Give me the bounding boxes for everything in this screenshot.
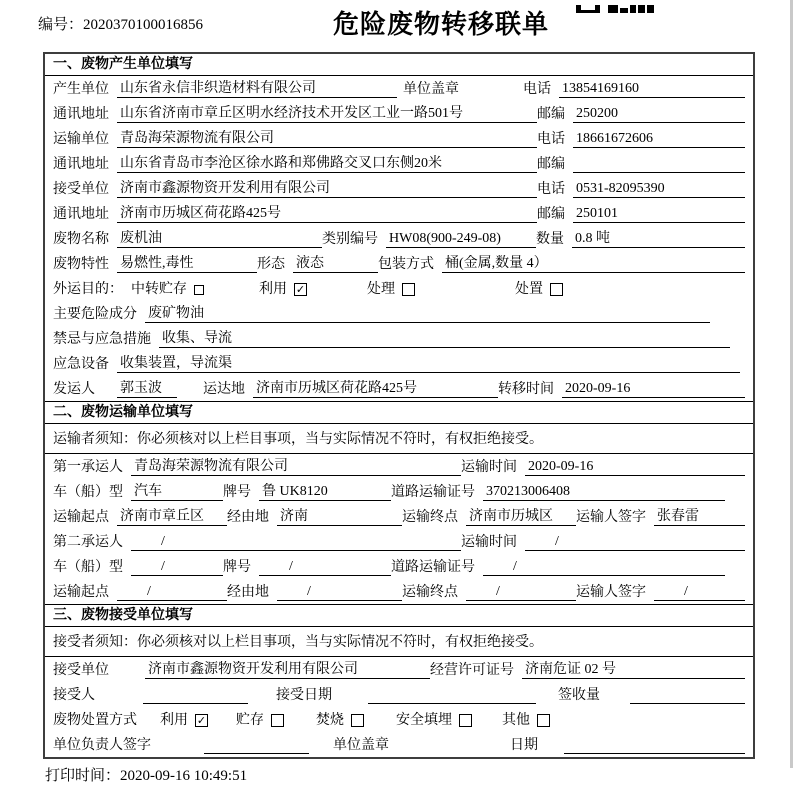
field-value: 2020-09-16 — [562, 380, 745, 398]
checkbox-label: 利用 — [259, 282, 287, 297]
form-row — [45, 657, 753, 682]
checkbox-label: 其他 — [502, 713, 530, 728]
form-row — [45, 326, 753, 351]
checkbox-unchecked-icon — [402, 283, 415, 296]
field-value: / — [131, 558, 223, 576]
checkbox-label: 焚烧 — [316, 713, 344, 728]
spacer — [145, 728, 160, 729]
field-value: 济南市历城区荷花路425号 — [253, 380, 498, 398]
field-label: 道路运输证号 — [391, 560, 475, 575]
checkbox-option — [259, 281, 307, 298]
field-label: 运输人签字 — [576, 585, 646, 600]
field-label: 道路运输证号 — [391, 485, 475, 500]
field-label: 运输终点 — [402, 510, 458, 525]
checkbox-option — [316, 712, 364, 729]
field-label: 运输时间 — [461, 535, 517, 550]
field-label: 运输终点 — [402, 585, 458, 600]
form-row — [45, 554, 753, 579]
form-row — [45, 579, 753, 604]
field-value: 18661672606 — [573, 130, 745, 148]
spacer — [284, 728, 316, 729]
field-value: HW08(900-249-08) — [386, 230, 536, 248]
field-value: / — [466, 583, 576, 601]
form-row — [45, 682, 753, 707]
spacer — [177, 397, 203, 398]
checkbox-unchecked-icon — [351, 714, 364, 727]
form-row — [45, 351, 753, 376]
field-label: 牌号 — [223, 485, 251, 500]
field-value: 0531-82095390 — [573, 180, 745, 198]
field-value — [630, 687, 745, 704]
form-row — [45, 126, 753, 151]
serial-label: 编号： — [38, 17, 84, 33]
spacer — [307, 297, 367, 298]
form-row — [45, 151, 753, 176]
field-label: 接受单位 — [53, 182, 109, 197]
field-value: 鲁 UK8120 — [259, 483, 391, 501]
field-value: 济南 — [277, 508, 402, 526]
form-section — [45, 54, 753, 401]
checkbox-label: 处理 — [367, 282, 395, 297]
checkbox-option — [515, 281, 563, 298]
form-row — [45, 376, 753, 401]
field-label: 签收量 — [558, 688, 600, 703]
spacer — [472, 728, 502, 729]
field-label: 废物处置方式 — [53, 713, 137, 728]
field-value: / — [654, 583, 745, 601]
field-label: 车（船）型 — [53, 560, 123, 575]
field-label: 经由地 — [227, 510, 269, 525]
field-label: 电话 — [537, 182, 565, 197]
field-value: / — [117, 583, 227, 601]
field-value: 桶(金属,数量 4） — [442, 255, 745, 273]
checkbox-unchecked-icon — [537, 714, 550, 727]
field-label: 转移时间 — [498, 382, 554, 397]
form-row — [45, 479, 753, 504]
spacer — [204, 297, 259, 298]
spacer — [248, 703, 276, 704]
form-row — [45, 454, 753, 479]
field-label: 接受单位 — [53, 663, 109, 678]
field-label: 通讯地址 — [53, 207, 109, 222]
spacer — [340, 703, 368, 704]
form-section — [45, 604, 753, 757]
field-label: 运达地 — [203, 382, 245, 397]
checkbox-unchecked-icon — [550, 283, 563, 296]
field-value: 山东省青岛市李沧区徐水路和郑佛路交叉口东侧20米 — [117, 155, 537, 173]
field-label: 包装方式 — [378, 257, 434, 272]
field-value: 济南市历城区 — [466, 508, 576, 526]
field-label: 电话 — [537, 132, 565, 147]
section-title: 二、废物运输单位填写 — [45, 401, 753, 424]
serial-number — [38, 13, 203, 34]
spacer — [103, 397, 117, 398]
form-section — [45, 401, 753, 604]
serial-value: 2020370100016856 — [83, 17, 204, 33]
section-notice: 接受者须知：你必须核对以上栏目事项，当与实际情况不符时，有权拒绝接受。 — [45, 627, 753, 657]
field-label: 电话 — [523, 82, 551, 97]
checkbox-unchecked-icon — [271, 714, 284, 727]
field-label: 运输时间 — [461, 460, 517, 475]
checkbox-checked-icon: ✓ — [196, 714, 207, 727]
form-row — [45, 76, 753, 101]
field-label: 发运人 — [53, 382, 95, 397]
field-label: 数量 — [536, 232, 564, 247]
spacer — [415, 297, 515, 298]
checkbox-option — [396, 712, 472, 729]
spacer — [395, 753, 510, 754]
spacer — [103, 703, 143, 704]
checkbox-label: 贮存 — [236, 713, 264, 728]
field-value: 济南市章丘区 — [117, 508, 227, 526]
field-label: 运输起点 — [53, 585, 109, 600]
checkbox-checked-icon: ✓ — [295, 283, 306, 296]
field-value: 液态 — [293, 255, 378, 273]
field-value: 250200 — [573, 105, 745, 123]
field-value: 山东省济南市章丘区明水经济技术开发区工业一路501号 — [117, 105, 537, 123]
field-value: / — [277, 583, 402, 601]
checkbox-label: 处置 — [515, 282, 543, 297]
field-label: 第二承运人 — [53, 535, 123, 550]
spacer — [536, 703, 558, 704]
field-value — [143, 687, 248, 704]
field-label: 形态 — [257, 257, 285, 272]
field-label: 邮编 — [537, 107, 565, 122]
field-value: 250101 — [573, 205, 745, 223]
field-label: 单位负责人签字 — [53, 738, 151, 753]
field-value: 废矿物油 — [145, 305, 710, 323]
checkbox-unchecked-icon — [459, 714, 472, 727]
spacer — [364, 728, 396, 729]
field-value: 济南市鑫源物资开发利用有限公司 — [117, 180, 537, 198]
field-value: 郭玉波 — [117, 380, 177, 398]
spacer — [208, 728, 236, 729]
section-title: 一、废物产生单位填写 — [45, 54, 753, 76]
field-label: 日期 — [510, 738, 538, 753]
checkbox-label: 安全填埋 — [396, 713, 452, 728]
field-label: 通讯地址 — [53, 157, 109, 172]
checkbox-option — [367, 281, 415, 298]
field-value: 汽车 — [131, 483, 223, 501]
field-label: 应急设备 — [53, 357, 109, 372]
checkbox-option — [502, 712, 550, 729]
field-value: / — [525, 533, 745, 551]
field-value — [204, 737, 309, 754]
checkbox-option — [160, 712, 208, 729]
field-value: 青岛海荣源物流有限公司 — [117, 130, 537, 148]
field-value: / — [483, 558, 725, 576]
field-value: 收集、导流 — [159, 330, 730, 348]
form-table — [43, 52, 755, 759]
field-label: 运输起点 — [53, 510, 109, 525]
field-label: 接受人 — [53, 688, 95, 703]
form-row — [45, 301, 753, 326]
field-label: 运输单位 — [53, 132, 109, 147]
field-label: 单位盖章 — [403, 82, 459, 97]
field-value: 青岛海荣源物流有限公司 — [131, 458, 461, 476]
section-notice: 运输者须知：你必须核对以上栏目事项，当与实际情况不符时，有权拒绝接受。 — [45, 424, 753, 454]
field-value: 张春雷 — [654, 508, 745, 526]
print-time-value: 2020-09-16 10:49:51 — [120, 768, 248, 784]
field-label: 经由地 — [227, 585, 269, 600]
field-value: 13854169160 — [559, 80, 745, 98]
form-row — [45, 176, 753, 201]
field-value: / — [131, 533, 461, 551]
form-row — [45, 707, 753, 732]
form-row — [45, 276, 753, 301]
form-row — [45, 201, 753, 226]
field-value: 济南危证 02 号 — [522, 661, 745, 679]
field-label: 禁忌与应急措施 — [53, 332, 151, 347]
field-label: 车（船）型 — [53, 485, 123, 500]
field-label: 产生单位 — [53, 82, 109, 97]
spacer — [608, 703, 630, 704]
spacer — [309, 753, 327, 754]
form-row — [45, 251, 753, 276]
form-row — [45, 732, 753, 757]
field-value — [564, 737, 745, 754]
field-value: 山东省永信非织造材料有限公司 — [117, 80, 397, 98]
spacer — [546, 753, 564, 754]
checkbox-unchecked-icon — [194, 285, 204, 295]
document-header — [0, 0, 796, 52]
field-label: 单位盖章 — [333, 738, 389, 753]
field-label: 牌号 — [223, 560, 251, 575]
field-value: 易燃性,毒性 — [117, 255, 257, 273]
form-row — [45, 101, 753, 126]
field-label: 接受日期 — [276, 688, 332, 703]
checkbox-option — [131, 281, 204, 298]
field-value: 0.8 吨 — [572, 230, 745, 248]
field-label: 经营许可证号 — [430, 663, 514, 678]
checkbox-option — [236, 712, 284, 729]
spacer — [117, 678, 145, 679]
field-value: 废机油 — [117, 230, 322, 248]
spacer — [465, 97, 523, 98]
field-value: 收集装置，导流渠 — [117, 355, 740, 373]
page-title: 危险废物转移联单 — [333, 10, 550, 39]
field-label: 邮编 — [537, 157, 565, 172]
page-edge-strip — [790, 0, 793, 768]
field-label: 废物名称 — [53, 232, 109, 247]
spacer — [159, 753, 204, 754]
field-label: 邮编 — [537, 207, 565, 222]
form-row — [45, 226, 753, 251]
form-row — [45, 529, 753, 554]
field-value: 2020-09-16 — [525, 458, 745, 476]
field-label: 主要危险成分 — [53, 307, 137, 322]
field-label: 第一承运人 — [53, 460, 123, 475]
field-label: 类别编号 — [322, 232, 378, 247]
field-label: 通讯地址 — [53, 107, 109, 122]
field-label: 废物特性 — [53, 257, 109, 272]
section-title: 三、废物接受单位填写 — [45, 604, 753, 627]
qr-code-fragment-icon — [576, 0, 654, 8]
field-value — [368, 687, 536, 704]
checkbox-label: 中转贮存 — [131, 282, 187, 297]
field-value: 370213006408 — [483, 483, 725, 501]
print-time — [45, 764, 796, 785]
field-value: 济南市鑫源物资开发利用有限公司 — [145, 661, 430, 679]
field-label: 运输人签字 — [576, 510, 646, 525]
checkbox-label: 利用 — [160, 713, 188, 728]
field-label: 外运目的： — [53, 282, 123, 297]
field-value — [573, 156, 745, 173]
field-value: / — [259, 558, 391, 576]
field-value: 济南市历城区荷花路425号 — [117, 205, 537, 223]
form-row — [45, 504, 753, 529]
print-time-label: 打印时间： — [45, 768, 121, 784]
